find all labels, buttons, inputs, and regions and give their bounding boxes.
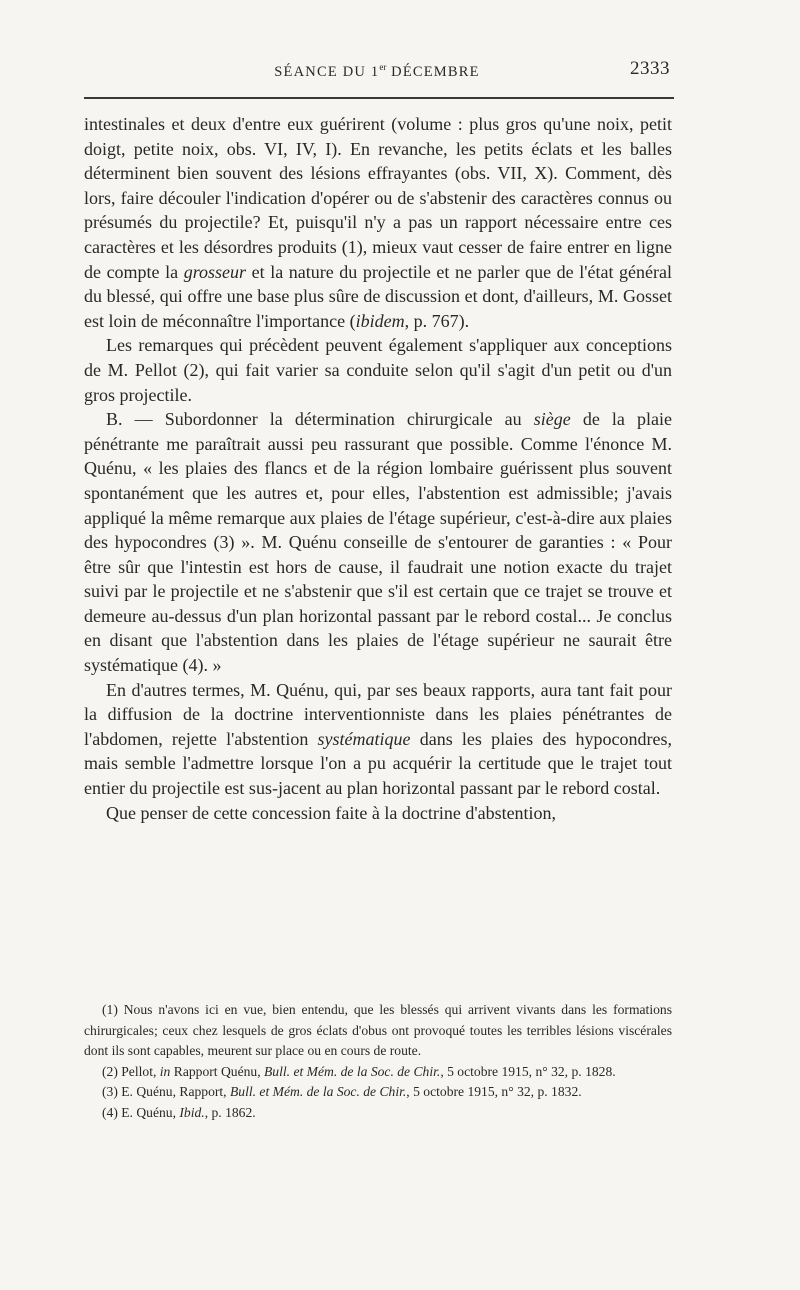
italic-term: grosseur (183, 261, 247, 282)
paragraph-text: En d'autres termes, M. Quénu, qui, par ses beaux rapports, aura tant fait pour la diffusion de la doctrine interventionniste dans les plaies pénétrantes de l'abdomen, rejette l'abstention (84, 679, 672, 749)
footnote-4 (84, 1103, 672, 1124)
footnote-text: , p. 1862. (204, 1104, 256, 1120)
running-title-main: SÉANCE DU 1 (274, 63, 380, 80)
paragraph-text: et la nature du projectile et ne parler que de l'état général du blessé, qui offre une base plus sûre de discussion et dont, d'ailleurs, M. Gosset est loin de méconnaître l'importance ( (84, 261, 672, 331)
page-header (84, 58, 670, 88)
footnote-2 (84, 1062, 672, 1083)
running-title-superscript: er (379, 62, 387, 72)
footnote-text: , 5 octobre 1915, n° 32, p. 1828. (440, 1063, 616, 1079)
running-title-month: DÉCEMBRE (386, 63, 480, 80)
header-rule (84, 97, 674, 99)
italic-term: Ibid. (179, 1104, 205, 1120)
paragraph-text: B. — Subordonner la détermination chirurgicale au (106, 409, 534, 430)
paragraph-4 (84, 678, 672, 801)
paragraph-5: Que penser de cette concession faite à la doctrine d'abstention, (106, 802, 557, 823)
main-text (84, 112, 672, 825)
footnote-text: , 5 octobre 1915, n° 32, p. 1832. (406, 1084, 582, 1100)
paragraph-1 (84, 112, 672, 333)
paragraph-text: , p. 767). (404, 310, 470, 331)
footnote-text: (2) Pellot, (102, 1063, 160, 1079)
italic-term: siège (533, 409, 571, 430)
footnote-text: (3) E. Quénu, Rapport, (102, 1084, 230, 1100)
paragraph-text: intestinales et deux d'entre eux guérirent (volume : plus gros qu'une noix, petit doigt, petite noix, obs. VI, IV, I). En revanche, les petits éclats et les balles déterminent bien souvent des lésions effrayantes (obs. VII, X). Comment, dès lors, faire découler l'indication d'opérer ou de s'abstenir des caractères connus ou présumés du projectile? Et, puisqu'il n'y a pas un rapport nécessaire entre ces caractères et les désordres produits (1), mieux vaut cesser de faire entrer en ligne de compte la (84, 114, 672, 282)
footnote-text: Rapport Quénu, (170, 1063, 264, 1079)
paragraph-text: de la plaie pénétrante me paraîtrait aussi peu rassurant que possible. Comme l'énonce M. Quénu, « les plaies des flancs et de la région lombaire guérissent plus souvent spontanément que les autres et, pour elles, l'abstention est admissible; j'avais appliqué la même remarque aux plaies de l'étage supérieur, c'est-à-dire aux plaies des hypocondres (3) ». M. Quénu conseille de s'entourer de garanties : « Pour être sûr que l'intestin est hors de cause, il faudrait une notion exacte du trajet suivi par le projectile et ne s'abstenir que s'il est certain que ce trajet se trouve et demeure au-dessus d'un plan horizontal passant par le rebord costal... Je conclus en disant que l'abstention dans les plaies de l'étage supérieur ne saurait être systématique (4). » (84, 409, 672, 676)
italic-term: ibidem (355, 310, 405, 331)
footnote-1: (1) Nous n'avons ici en vue, bien entendu, que les blessés qui arrivent vivants dans les formations chirurgicales; ceux chez lesquels de gros éclats d'obus ont provoqué toutes les terribles lésions viscérales dont ils sont capables, meurent sur place ou en cours de route. (84, 1002, 672, 1059)
journal-title: Bull. et Mém. de la Soc. de Chir. (264, 1063, 441, 1079)
paragraph-2: Les remarques qui précèdent peuvent également s'appliquer aux conceptions de M. Pellot (2), qui fait varier sa conduite selon qu'il s'agit d'un petit ou d'un gros projectile. (84, 335, 672, 405)
paragraph-3 (84, 407, 672, 678)
page-number: 2333 (630, 58, 670, 79)
footnotes (84, 1000, 672, 1124)
italic-term: in (159, 1063, 171, 1079)
running-title (84, 62, 670, 81)
footnote-text: (4) E. Quénu, (102, 1104, 180, 1120)
footnote-3 (84, 1082, 672, 1103)
paragraph-text: dans les plaies des hypocondres, mais semble l'admettre lorsque l'on a pu acquérir la certitude que le trajet tout entier du projectile est sus-jacent au plan horizontal passant par le rebord costal. (84, 728, 673, 799)
italic-term: systématique (317, 728, 411, 749)
journal-title: Bull. et Mém. de la Soc. de Chir. (229, 1084, 407, 1100)
